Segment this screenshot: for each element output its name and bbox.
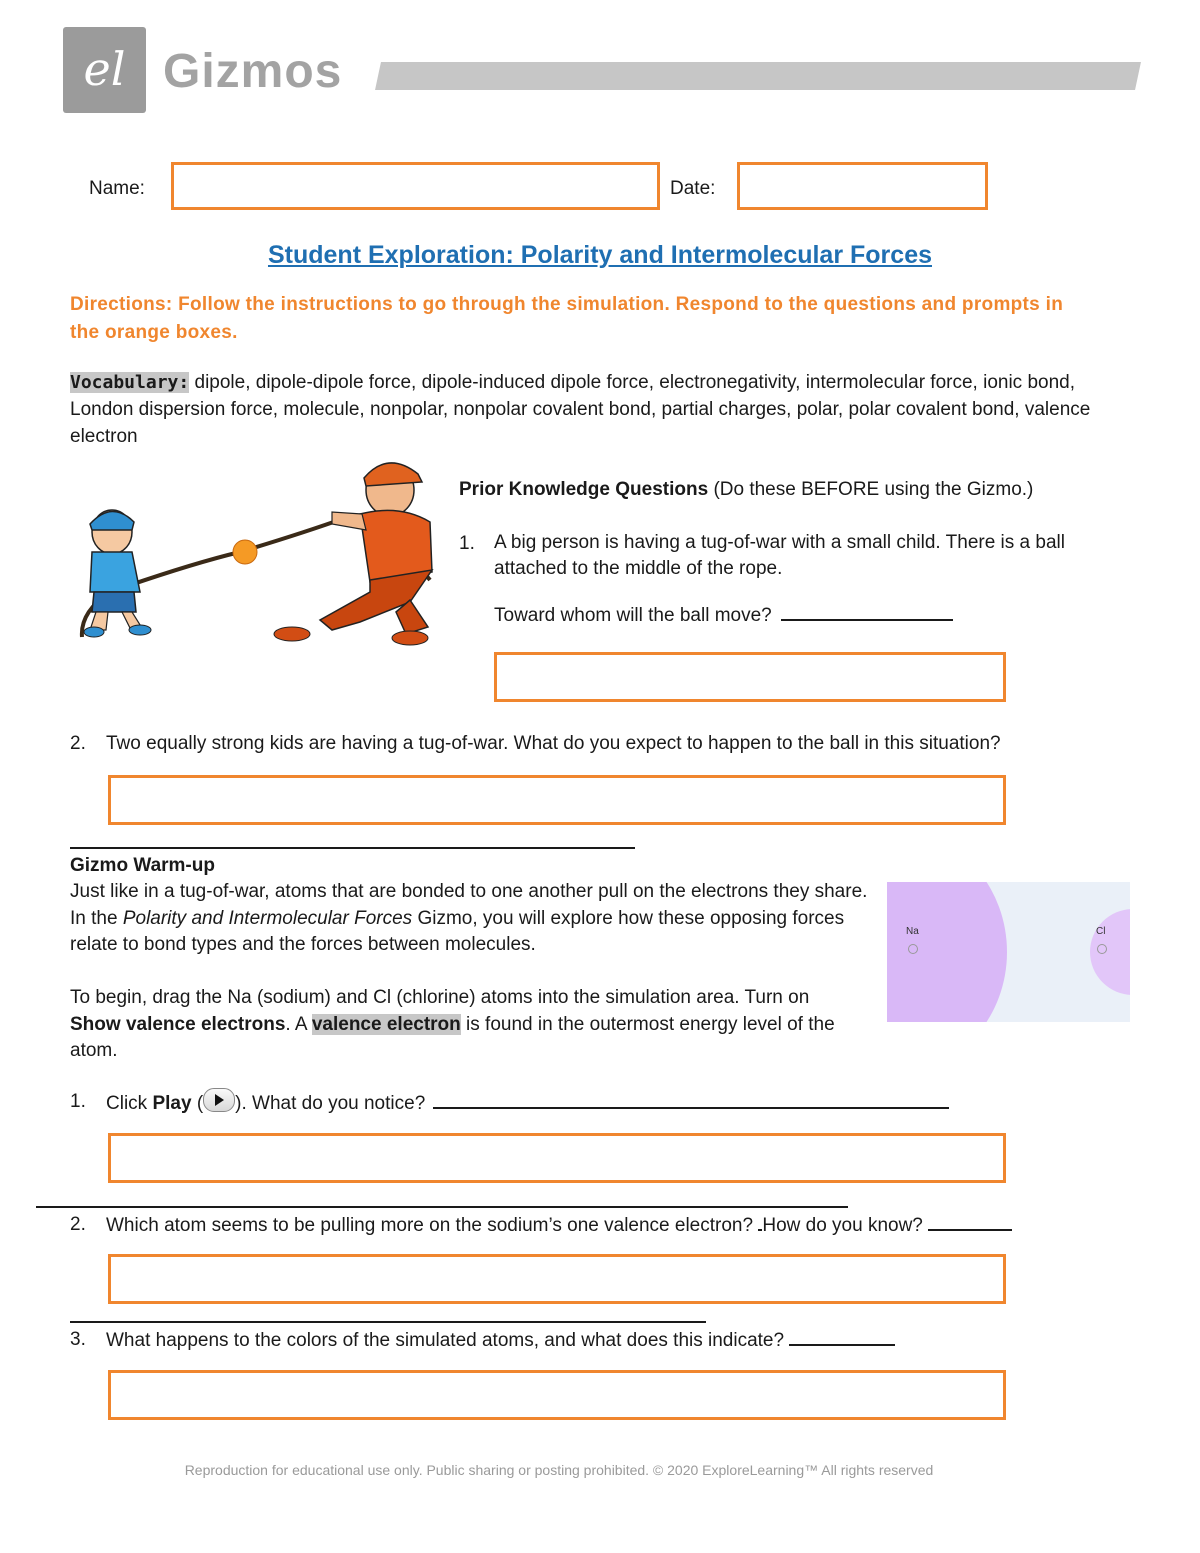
play-term: Play: [152, 1093, 192, 1114]
pk-question-1-number: 1.: [459, 533, 475, 554]
tug-of-war-illustration: [70, 452, 440, 647]
cl-atom-label: Cl: [1096, 926, 1106, 937]
warmup-p2-part-c: is found in the outermost energy level of the atom.: [70, 1013, 835, 1061]
pk-question-2-answer-box[interactable]: [108, 775, 1006, 825]
vocabulary-terms: dipole, dipole-dipole force, dipole-induced dipole force, electronegativity, intermolecular force, ionic bond, London dispersion force, molecule, nonpolar, nonpolar covalent bond, partial charges, polar, polar covalent bond, valence electron: [70, 372, 1091, 447]
warmup-question-2-answer-box[interactable]: [108, 1254, 1006, 1304]
valence-electron-term: valence electron: [311, 1013, 461, 1035]
pk-question-1-prompt: [494, 601, 1014, 629]
vocabulary-label: Vocabulary:: [70, 372, 190, 393]
page-title: Student Exploration: Polarity and Intermolecular Forces: [267, 241, 932, 269]
logo-mark: el: [83, 42, 126, 96]
show-valence-electrons-term: Show valence electrons: [70, 1013, 286, 1035]
warmup-question-3-number: 3.: [70, 1329, 86, 1350]
q1-part-b: (: [191, 1093, 204, 1114]
q2-part-a: Which atom seems to be pulling more on the sodium’s one valence electron?: [106, 1215, 754, 1236]
section-divider: [70, 847, 635, 849]
prior-knowledge-heading-line: [459, 476, 1159, 503]
child-figure: [84, 510, 151, 637]
warmup-paragraph-1: [70, 879, 870, 959]
vocabulary-paragraph: [70, 369, 1130, 450]
warmup-question-1-number: 1.: [70, 1091, 86, 1112]
warmup-question-3-answer-box[interactable]: [108, 1370, 1006, 1420]
simulation-thumbnail: [887, 882, 1130, 1022]
answer-underline: [433, 1089, 949, 1109]
warmup-question-1-text: [106, 1088, 1006, 1117]
name-label: Name:: [89, 178, 145, 199]
answer-underline: [928, 1211, 1012, 1231]
ball: [233, 540, 257, 564]
play-icon: [203, 1088, 235, 1112]
warmup-question-2-number: 2.: [70, 1214, 86, 1235]
warmup-p1-part-a: Just like in a tug-of-war, atoms that are bonded to one another pull on the electrons they share. In the: [70, 881, 868, 929]
pk-question-1-answer-box[interactable]: [494, 652, 1006, 702]
q1-part-a: Click: [106, 1093, 153, 1114]
cl-nucleus-icon: [1097, 944, 1107, 954]
pk-question-1-text: A big person is having a tug-of-war with a small child. There is a ball attached to the middle of the rope.: [494, 532, 1065, 579]
date-field[interactable]: [737, 162, 988, 210]
warmup-question-3-text: [106, 1326, 1006, 1354]
cl-atom-cloud: [1090, 909, 1130, 995]
warmup-p2-part-a: To begin, drag the Na (sodium) and Cl (chlorine) atoms into the simulation area. Turn on: [70, 987, 810, 1008]
name-field[interactable]: [171, 162, 660, 210]
warmup-paragraph-2: [70, 985, 860, 1065]
warmup-question-2-text: [106, 1211, 1166, 1239]
logo-badge: [63, 27, 146, 113]
rope: [110, 518, 345, 592]
pk-question-1-prompt-text: Toward whom will the ball move?: [494, 605, 772, 626]
na-atom-cloud: [887, 882, 1007, 1022]
answer-underline: [789, 1326, 895, 1346]
q2-part-b: How do you know?: [762, 1215, 923, 1236]
directions-text: Directions: Follow the instructions to go through the simulation. Respond to the questions and prompts in the orange boxes.: [70, 294, 1064, 343]
answer-underline: [781, 601, 953, 621]
continuation-line: [70, 1321, 706, 1323]
warmup-heading: Gizmo Warm-up: [70, 855, 215, 876]
prior-knowledge-heading: Prior Knowledge Questions: [459, 479, 709, 500]
pk-question-2-text: Two equally strong kids are having a tug-of-war. What do you expect to happen to the ball in this situation?: [106, 733, 1001, 754]
brand-name: Gizmos: [163, 45, 343, 98]
q3-text: What happens to the colors of the simulated atoms, and what does this indicate?: [106, 1330, 785, 1351]
date-label: Date:: [670, 178, 716, 199]
gizmo-name: Polarity and Intermolecular Forces: [122, 907, 413, 929]
header-bar: [375, 62, 1141, 90]
adult-figure: [274, 463, 432, 645]
na-atom-label: Na: [906, 926, 919, 937]
prior-knowledge-note: (Do these BEFORE using the Gizmo.): [713, 479, 1034, 500]
warmup-p1-part-b: Gizmo, you will explore how these opposing forces relate to bond types and the forces between molecules.: [70, 907, 845, 955]
warmup-question-1-answer-box[interactable]: [108, 1133, 1006, 1183]
na-nucleus-icon: [908, 944, 918, 954]
continuation-line: [36, 1206, 848, 1208]
q1-part-c: ). What do you notice?: [235, 1093, 426, 1114]
footer-copyright: Reproduction for educational use only. Public sharing or posting prohibited. © 2020 ExploreLearning™ All rights reserved: [184, 1462, 934, 1478]
warmup-p2-part-b: . A: [285, 1013, 312, 1035]
pk-question-2-number: 2.: [70, 733, 86, 754]
